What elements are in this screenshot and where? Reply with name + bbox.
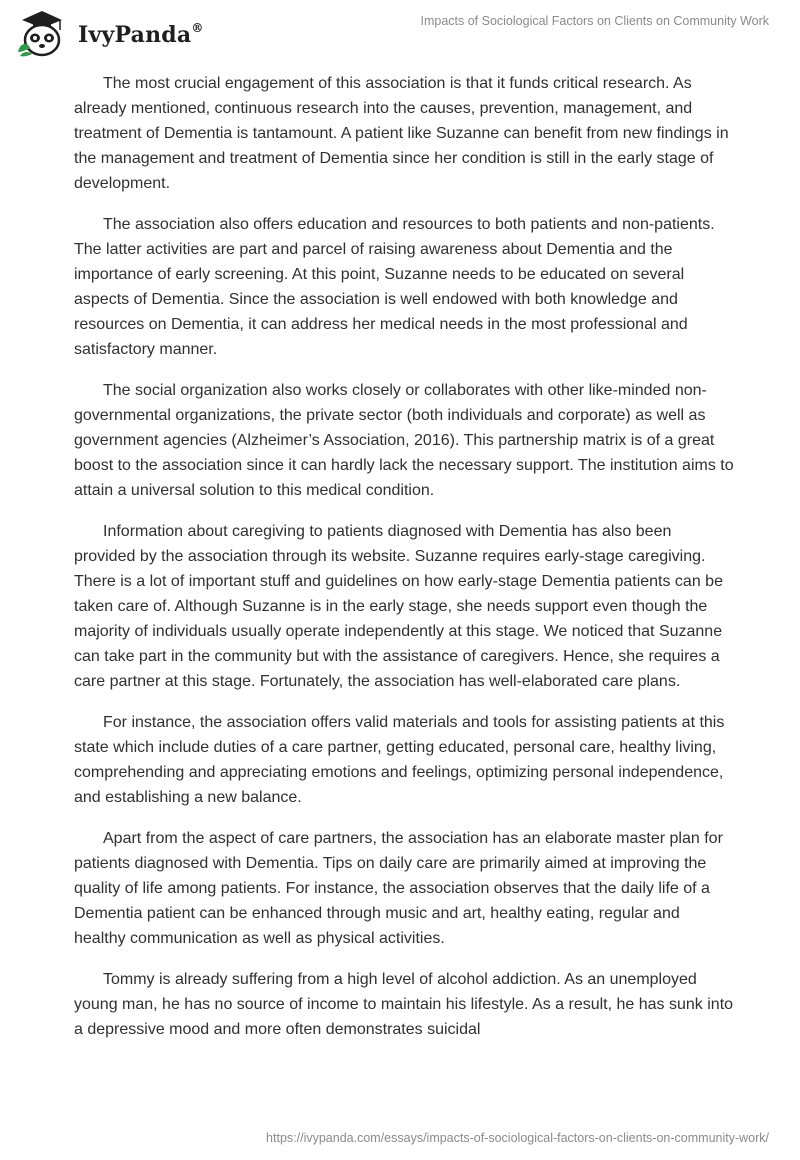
brand-name xyxy=(78,22,204,48)
paragraph: For instance, the association offers valid materials and tools for assisting patients at this state which include duties of a care partner, getting educated, personal care, healthy living, comprehending and appreciating emotions and feelings, optimizing personal independence, and establishing a new balance. xyxy=(74,714,725,806)
source-url-link[interactable]: https://ivypanda.com/essays/impacts-of-sociological-factors-on-clients-on-community-work/ xyxy=(266,1131,769,1145)
ivypanda-logo[interactable] xyxy=(14,8,234,60)
panda-graduate-icon xyxy=(14,8,70,60)
paragraph: The most crucial engagement of this association is that it funds critical research. As already mentioned, continuous research into the causes, prevention, management, and treatment of Dementia is tantamount. A patient like Suzanne can benefit from new findings in the management and treatment of Dementia since her condition is still in the early stage of development. xyxy=(74,75,729,192)
registered-mark: ® xyxy=(191,20,204,35)
page-header xyxy=(0,0,800,70)
paragraph: The association also offers education and resources to both patients and non-patients. The latter activities are part and parcel of raising awareness about Dementia and the importance of early screening. At this point, Suzanne needs to be educated on several aspects of Dementia. Since the association is well endowed with both knowledge and resources on Dementia, it can address her medical needs in the most professional and satisfactory manner. xyxy=(74,216,715,358)
paragraph: Tommy is already suffering from a high level of alcohol addiction. As an unemployed young man, he has no source of income to maintain his lifestyle. As a result, he has sunk into a depressive mood and more often demonstrates suicidal xyxy=(74,971,734,1038)
paragraph: Apart from the aspect of care partners, the association has an elaborate master plan for patients diagnosed with Dementia. Tips on daily care are primarily aimed at improving the quality of life among patients. For instance, the association observes that the daily life of a Dementia patient can be enhanced through music and art, healthy eating, regular and healthy communication as well as physical activities. xyxy=(74,830,723,947)
paragraph: Information about caregiving to patients diagnosed with Dementia has also been provided by the association through its website. Suzanne requires early-stage caregiving. There is a lot of important stuff and guidelines on how early-stage Dementia patients can be taken care of. Although Suzanne is in the early stage, she needs support even though the majority of individuals usually operate independently at this stage. We noticed that Suzanne can take part in the community but with the assistance of caregivers. Hence, she requires a care partner at this stage. Fortunately, the association has well-elaborated care plans. xyxy=(74,523,723,690)
essay-body xyxy=(74,71,734,1058)
brand-name-text: IvyPanda xyxy=(78,22,192,48)
document-title: Impacts of Sociological Factors on Clients on Community Work xyxy=(420,14,769,28)
paragraph: The social organization also works closely or collaborates with other like-minded non-governmental organizations, the private sector (both individuals and corporate) as well as government agencies (Alzheimer’s Association, 2016). This partnership matrix is of a great boost to the association since it can hardly lack the necessary support. The institution aims to attain a universal solution to this medical condition. xyxy=(74,382,734,499)
